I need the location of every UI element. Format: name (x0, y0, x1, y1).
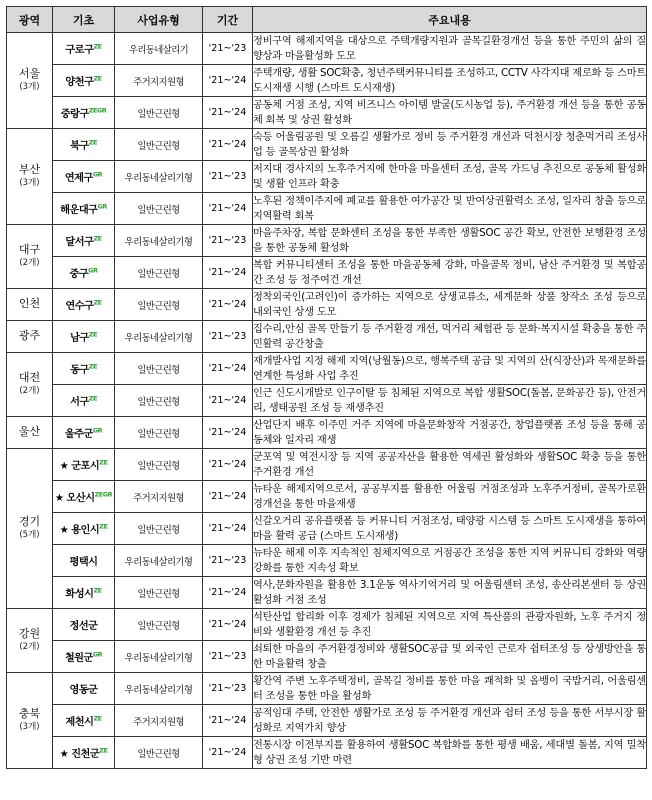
type-cell: 일반근린형 (115, 193, 203, 225)
region-name: 광주 (18, 329, 41, 343)
basis-cell (53, 705, 115, 737)
basis-cell (53, 65, 115, 97)
content-cell: 정착외국인(고려인)이 증가하는 지역으로 상생교류소, 세계문화 상품 창작소 조성 등으로 내외국인 상생 도모 (253, 289, 647, 321)
table-row (7, 737, 647, 769)
period-cell: '21~'23 (203, 641, 253, 673)
region-cell (7, 417, 53, 449)
table-row (7, 481, 647, 513)
period-cell: '21~'23 (203, 545, 253, 577)
basis-tag: GR (92, 426, 103, 435)
period-cell: '21~'24 (203, 193, 253, 225)
region-cell (7, 673, 53, 769)
region-cell (7, 609, 53, 673)
table-row (7, 577, 647, 609)
period-cell: '21~'23 (203, 161, 253, 193)
header-basis: 기초 (53, 7, 115, 33)
period-cell: '21~'24 (203, 129, 253, 161)
content-cell: 뉴타운 해제 이후 지속적인 침체지역으로 거점공간 조성을 통한 지역 커뮤니티 강화와 역량강화를 통한 지속성 확보 (253, 545, 647, 577)
table-row (7, 257, 647, 289)
type-cell: 일반근린형 (115, 577, 203, 609)
type-cell: 일반근린형 (115, 609, 203, 641)
type-cell: 일반근린형 (115, 129, 203, 161)
region-name: 충북 (18, 707, 41, 721)
period-cell: '21~'24 (203, 97, 253, 129)
type-cell: 우리동네살리기형 (115, 321, 203, 353)
region-cell (7, 321, 53, 353)
basis-tag: ZE (93, 74, 102, 83)
header-content: 주요내용 (253, 7, 647, 33)
basis-name: 용인시 (71, 525, 100, 536)
content-cell: 뉴타운 해제지역으로서, 공공부지를 활용한 어울림 거점조성과 노후주거정비, 골목가로환경개선을 통한 마을재생 (253, 481, 647, 513)
type-cell: 일반근린형 (115, 97, 203, 129)
basis-name: 중구 (69, 269, 89, 280)
region-name: 경기 (18, 515, 41, 529)
basis-name: 구로구 (65, 45, 94, 56)
basis-tag: GR (88, 266, 98, 275)
table-row (7, 65, 647, 97)
type-cell: 우리동네살리기형 (115, 545, 203, 577)
content-cell: 인근 신도시개발로 인구이탈 등 침체된 지역으로 복합 생활SOC(돌봄, 문화공간 등), 안전거리, 생태공원 조성 등 재생추진 (253, 385, 647, 417)
table-row (7, 417, 647, 449)
basis-cell (53, 513, 115, 545)
type-cell: 우리동네살리기형 (115, 673, 203, 705)
table-body (7, 33, 647, 769)
basis-cell (53, 417, 115, 449)
basis-name: 북구 (70, 141, 89, 152)
basis-name: 철원군 (64, 653, 93, 664)
region-cell (7, 129, 53, 225)
basis-cell (53, 321, 115, 353)
table-row (7, 673, 647, 705)
basis-cell (53, 577, 115, 609)
table-row (7, 97, 647, 129)
basis-tag: GR (97, 202, 107, 211)
basis-cell (53, 641, 115, 673)
period-cell: '21~'24 (203, 385, 253, 417)
period-cell: '21~'24 (203, 65, 253, 97)
period-cell: '21~'24 (203, 289, 253, 321)
basis-cell (53, 129, 115, 161)
star-icon: ★ (59, 525, 69, 536)
content-cell: 숙등 어울림공원 및 오름길 생활가로 정비 등 주거환경 개선과 덕천시장 청춘먹거리 조성사업 등 골목상권 활성화 (253, 129, 647, 161)
region-count: (2개) (19, 258, 40, 269)
basis-cell (53, 97, 115, 129)
content-cell: 집수리,안심 골목 만들기 등 주거환경 개선, 먹거리 체험관 등 문화·복지시설 확충을 통한 주민활력 공간창출 (253, 321, 647, 353)
basis-name: 중랑구 (60, 109, 89, 120)
table-row (7, 609, 647, 641)
table-row (7, 641, 647, 673)
basis-cell (53, 545, 115, 577)
content-cell: 전통시장 이전부지를 활용하여 생활SOC 복합화를 통한 평생 배움, 세대별 돌봄, 지역 밀착형 상권 조성 기반 마련 (253, 737, 647, 769)
content-cell: 공동체 거점 조성, 지역 비즈니스 아이템 발굴(도시농업 등), 주거환경 개선 등을 통한 공동체 회복 및 상권 활성화 (253, 97, 647, 129)
region-name: 인천 (18, 297, 41, 311)
basis-cell (53, 449, 115, 481)
type-cell: 일반근린형 (115, 513, 203, 545)
basis-cell (53, 161, 115, 193)
basis-tag: ZE (99, 458, 108, 467)
basis-cell (53, 257, 115, 289)
basis-name: 달서구 (65, 237, 94, 248)
basis-name: 군포시 (71, 461, 100, 472)
basis-tag: ZE (93, 234, 102, 243)
content-cell: 저지대 경사지의 노후주거지에 한마을 마을센터 조성, 골목 가드닝 추진으로 공동체 활성화 및 생활 인프라 확충 (253, 161, 647, 193)
region-name: 강원 (18, 627, 41, 641)
content-cell: 주택개량, 생활 SOC확충, 청년주택커뮤니티를 조성하고, CCTV 사각지대 제로화 등 스마트 도시재생 시행 (스마트 도시재생) (253, 65, 647, 97)
period-cell: '21~'24 (203, 577, 253, 609)
period-cell: '21~'23 (203, 33, 253, 65)
type-cell: 일반근린형 (115, 385, 203, 417)
type-cell: 일반근린형 (115, 417, 203, 449)
basis-name: 영동군 (69, 685, 98, 696)
table-row (7, 33, 647, 65)
basis-name: 동구 (70, 365, 89, 376)
table-row (7, 193, 647, 225)
table-row (7, 321, 647, 353)
table-row (7, 705, 647, 737)
type-cell: 일반근린형 (115, 449, 203, 481)
basis-name: 연제구 (64, 173, 93, 184)
period-cell: '21~'23 (203, 673, 253, 705)
basis-cell (53, 353, 115, 385)
content-cell: 복합 커뮤니티센터 조성을 통한 마을공동체 강화, 마을골목 정비, 남산 주거환경 및 복합공간 조성 등 정주여건 개선 (253, 257, 647, 289)
period-cell: '21~'24 (203, 737, 253, 769)
basis-cell (53, 385, 115, 417)
type-cell: 우리동네살리기 (115, 33, 203, 65)
basis-cell (53, 289, 115, 321)
region-name: 대구 (18, 243, 41, 257)
basis-tag: ZE (93, 42, 102, 51)
region-cell (7, 353, 53, 417)
period-cell: '21~'24 (203, 513, 253, 545)
region-count: (5개) (19, 530, 40, 541)
region-cell (7, 225, 53, 289)
basis-name: 서구 (70, 397, 89, 408)
basis-name: 오산시 (66, 493, 95, 504)
star-icon: ★ (54, 493, 64, 504)
basis-cell (53, 193, 115, 225)
type-cell: 일반근린형 (115, 289, 203, 321)
content-cell: 재개발사업 지정 해제 지역(낭월동)으로, 행복주택 공급 및 지역의 산(식장산)과 목재문화를 연계한 특성화 사업 추진 (253, 353, 647, 385)
region-name: 서울 (18, 67, 41, 81)
basis-cell (53, 737, 115, 769)
basis-cell (53, 609, 115, 641)
content-cell: 군포역 및 역전시장 등 지역 공공자산을 활용한 역세권 활성화와 생활SOC 확충 등을 통한 주거환경 개선 (253, 449, 647, 481)
region-cell (7, 289, 53, 321)
header-row (7, 7, 647, 33)
type-cell: 일반근린형 (115, 257, 203, 289)
region-name: 울산 (18, 425, 41, 439)
star-icon: ★ (59, 749, 69, 760)
basis-tag: ZE (93, 714, 102, 723)
header-type: 사업유형 (115, 7, 203, 33)
period-cell: '21~'23 (203, 225, 253, 257)
basis-tag: GR (92, 170, 103, 179)
basis-tag: ZE (99, 746, 108, 755)
region-count: (2개) (19, 642, 40, 653)
content-cell: 산업단지 배후 이주민 거주 지역에 마을문화창작 거점공간, 창업플랫폼 조성 등을 통해 공동체와 일자리 재생 (253, 417, 647, 449)
table-row (7, 225, 647, 257)
period-cell: '21~'24 (203, 257, 253, 289)
content-cell: 쇠퇴한 마을의 주거환경정비와 생활SOC공급 및 외국인 근로자 쉼터조성 등 상생방안을 통한 마을활력 창출 (253, 641, 647, 673)
region-name: 대전 (18, 371, 41, 385)
basis-cell (53, 33, 115, 65)
region-count: (3개) (19, 722, 40, 733)
content-cell: 황간역 주변 노후주택정비, 골목길 정비를 통한 마을 쾌적화 및 올뱅이 국밥거리, 어울림센터 조성을 통한 마을 활성화 (253, 673, 647, 705)
basis-tag: GR (92, 650, 103, 659)
basis-name: 정선군 (69, 621, 98, 632)
content-cell: 마을주차장, 복합 문화센터 조성을 통한 부족한 생활SOC 공간 확보, 안전한 보행환경 조성을 통한 공동체 활성화 (253, 225, 647, 257)
table-row (7, 129, 647, 161)
basis-tag: ZE (93, 586, 102, 595)
header-period: 기간 (203, 7, 253, 33)
table-row (7, 545, 647, 577)
region-name: 부산 (18, 163, 41, 177)
basis-name: 평택시 (69, 557, 98, 568)
period-cell: '21~'24 (203, 417, 253, 449)
content-cell: 공적임대 주택, 안전한 생활가로 조성 등 주거환경 개선과 쉼터 조성 등을 통한 서부시장 활성화로 지역가치 향상 (253, 705, 647, 737)
table-row (7, 513, 647, 545)
basis-tag: ZE (88, 394, 97, 403)
period-cell: '21~'24 (203, 481, 253, 513)
basis-name: 연수구 (65, 301, 94, 312)
type-cell: 우리동네살리기형 (115, 161, 203, 193)
region-count: (3개) (19, 82, 40, 93)
region-cell (7, 33, 53, 129)
basis-name: 진천군 (71, 749, 100, 760)
basis-tag: ZE (88, 362, 97, 371)
basis-cell (53, 481, 115, 513)
content-cell: 석탄산업 합리화 이후 경제가 침체된 지역으로 지역 특산품의 관광자원화, 노후 주거지 정비와 생활환경 개선 등 추진 (253, 609, 647, 641)
basis-cell (53, 225, 115, 257)
basis-name: 화성시 (65, 589, 94, 600)
basis-name: 울주군 (64, 429, 93, 440)
type-cell: 일반근린형 (115, 737, 203, 769)
period-cell: '21~'24 (203, 449, 253, 481)
basis-tag: ZE (88, 330, 97, 339)
content-cell: 신갈오거리 공유플랫폼 등 커뮤니티 거점조성, 태양광 시스템 등 스마트 도시재생을 통하여 마을 활력 공급 (스마트 도시재생) (253, 513, 647, 545)
type-cell: 우리동네살리기형 (115, 225, 203, 257)
basis-name: 양천구 (65, 77, 94, 88)
type-cell: 주거지지원형 (115, 481, 203, 513)
table-row (7, 289, 647, 321)
table-row (7, 353, 647, 385)
basis-tag: ZEGR (88, 106, 107, 115)
region-cell (7, 449, 53, 609)
star-icon: ★ (59, 461, 69, 472)
basis-name: 해운대구 (60, 205, 98, 216)
basis-name: 제천시 (65, 717, 94, 728)
period-cell: '21~'23 (203, 321, 253, 353)
content-cell: 노후된 정책이주지에 폐교를 활용한 여가공간 및 반여상권활력소 조성, 일자리 창출 등으로 지역활력 회복 (253, 193, 647, 225)
header-region: 광역 (7, 7, 53, 33)
basis-name: 남구 (70, 333, 89, 344)
basis-tag: ZE (93, 298, 102, 307)
region-count: (2개) (19, 386, 40, 397)
table-row (7, 385, 647, 417)
basis-tag: ZEGR (94, 490, 113, 499)
basis-tag: ZE (99, 522, 108, 531)
region-count: (3개) (19, 178, 40, 189)
basis-cell (53, 673, 115, 705)
type-cell: 주거지지원형 (115, 705, 203, 737)
period-cell: '21~'24 (203, 353, 253, 385)
table-row (7, 449, 647, 481)
period-cell: '21~'24 (203, 705, 253, 737)
type-cell: 우리동네살리기형 (115, 641, 203, 673)
content-cell: 정비구역 해제지역을 대상으로 주택개량지원과 골목길환경개선 등을 통한 주민의 삶의 질 향상과 마을활성화 도모 (253, 33, 647, 65)
content-cell: 역사,문화자원을 활용한 3.1운동 역사기억거리 및 어울림센터 조성, 송산리본센터 등 상권 활성화 거점 조성 (253, 577, 647, 609)
basis-tag: ZE (88, 138, 97, 147)
period-cell: '21~'24 (203, 609, 253, 641)
type-cell: 일반근린형 (115, 353, 203, 385)
type-cell: 주거지지원형 (115, 65, 203, 97)
table-row (7, 161, 647, 193)
project-table (6, 6, 647, 769)
